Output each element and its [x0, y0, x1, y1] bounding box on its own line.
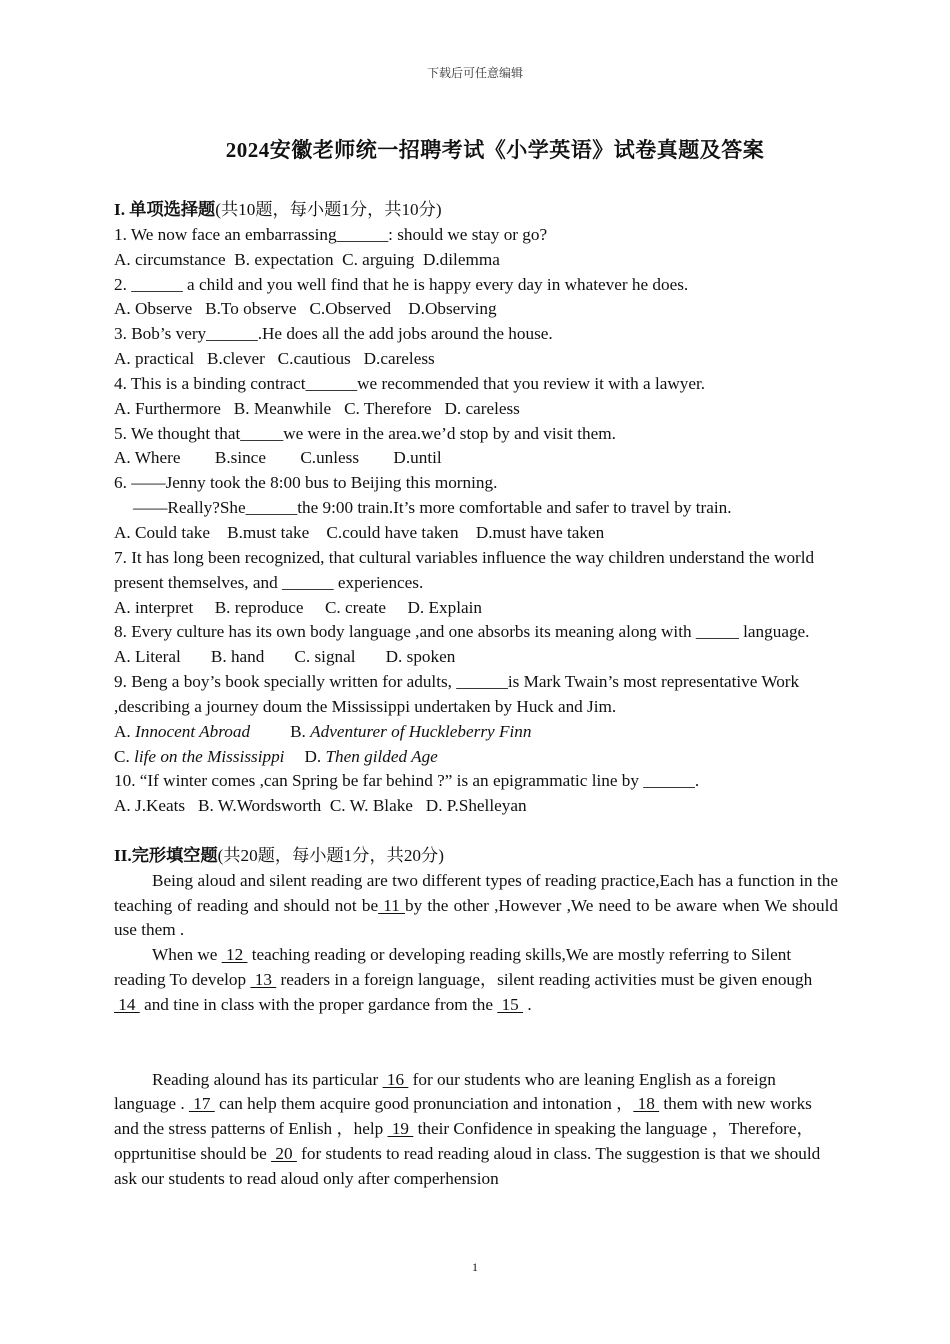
blank-20: 20	[271, 1144, 297, 1164]
q9-opt-a-letter: A.	[114, 721, 131, 741]
cloze-p3-text-a: Reading alound has its particular	[152, 1069, 383, 1089]
q9-opt-b-title: Adventurer of Huckleberry Finn	[310, 721, 532, 741]
q9-options-ab	[114, 720, 838, 745]
q8-stem: 8. Every culture has its own body language ,and one absorbs its meaning along with _____ language.	[114, 622, 810, 642]
cloze-p3-text-b: for our students who are leaning English as a foreign language .	[114, 1069, 781, 1114]
q3-stem: 3. Bob’s very______.He does all the add jobs around the house.	[114, 324, 553, 344]
q9-opt-c-title: life on the Mississippi	[134, 746, 285, 766]
q2-options: A. Observe B.To observe C.Observed D.Observing	[114, 299, 497, 319]
q4-stem: 4. This is a binding contract______we recommended that you review it with a lawyer.	[114, 373, 706, 393]
section2-meta: (共20题，每小题1分，共20分)	[217, 845, 444, 865]
section1-num: I.	[114, 200, 125, 219]
q9-opt-b-letter: B.	[290, 721, 306, 741]
q9-opt-d-letter: D.	[304, 746, 322, 766]
blank-16: 16	[382, 1069, 409, 1089]
cloze-paragraph-1	[114, 869, 838, 944]
q6-stem: 6. ——Jenny took the 8:00 bus to Beijing this morning.	[114, 473, 498, 493]
cloze-p2-text-c: readers in a foreign language，silent reading activities must be given enough	[276, 970, 817, 990]
q6-reply: ——Really?She______the 9:00 train.It’s more comfortable and safer to travel by train.	[133, 498, 732, 518]
q9-opt-c-letter: C.	[114, 746, 130, 766]
q4-options: A. Furthermore B. Meanwhile C. Therefore D. careless	[114, 398, 520, 418]
q1-stem: 1. We now face an embarrassing______: should we stay or go?	[114, 224, 548, 244]
q5-options: A. Where B.since C.unless D.until	[114, 448, 442, 468]
section2-heading	[114, 844, 838, 869]
cloze-p2-text-b: teaching reading or developing reading skills,We are mostly referring to Silent reading To develop	[114, 945, 796, 990]
header-note: 下载后可任意编辑	[426, 66, 523, 80]
q6-options: A. Could take B.must take C.could have taken D.must have taken	[114, 522, 605, 542]
blank-18: 18	[633, 1094, 660, 1114]
cloze-p2-text-a: When we	[152, 945, 222, 965]
cloze-paragraph-3	[114, 1068, 838, 1192]
cloze-p3-text-f: for students to read reading aloud in class. The suggestion is that we should ask our students to read aloud only after comperhension	[114, 1144, 825, 1188]
cloze-p3-text-e: their Confidence in speaking the language ，Therefore，opprtunitise should be	[114, 1119, 814, 1164]
blank-15: 15	[497, 995, 524, 1014]
q3-options: A. practical B.clever C.cautious D.careless	[114, 349, 435, 369]
cloze-p3-text-c: can help them acquire good pronunciation and intonation ，	[214, 1094, 634, 1114]
q2-stem: 2. ______ a child and you well find that he is happy every day in whatever he does.	[114, 274, 689, 294]
cloze-paragraph-2	[114, 943, 838, 1018]
page-number: 1	[472, 1260, 478, 1274]
q7-options: A. interpret B. reproduce C. create D. Explain	[114, 597, 482, 617]
q9-opt-a-title: Innocent Abroad	[135, 721, 251, 741]
cloze-p1-text-b: by the other ,However ,We need to be aware when We should use them .	[114, 895, 838, 940]
cloze-p2-text-d: and tine in class with the proper gardance from the	[139, 995, 498, 1014]
blank-12: 12	[221, 945, 248, 965]
q1-options: A. circumstance B. expectation C. arguing D.dilemma	[114, 249, 500, 269]
section1-meta: (共10题，每小题1分，共10分)	[215, 200, 442, 219]
q5-stem: 5. We thought that_____we were in the area.we’d stop by and visit them.	[114, 423, 616, 443]
page-title: 2024安徽老师统一招聘考试《小学英语》试卷真题及答案	[225, 138, 765, 162]
section2-name: 完形填空题	[131, 845, 218, 865]
blank-14: 14	[114, 995, 140, 1014]
q9-options-cd	[114, 745, 838, 770]
q7-stem: 7. It has long been recognized, that cultural variables influence the way children understand the world present themselves, and ______ experiences.	[114, 547, 815, 592]
blank-19: 19	[387, 1119, 414, 1139]
section2-num: II.	[114, 845, 132, 865]
cloze-p2-text-e: .	[523, 995, 532, 1014]
section1-heading	[114, 198, 838, 223]
blank-17: 17	[188, 1094, 215, 1114]
blank-11: 11	[378, 895, 406, 915]
q9-stem: 9. Beng a boy’s book specially written for adults, ______is Mark Twain’s most representative Work ,describing a journey doum the Mississippi undertaken by Huck and Jim.	[114, 672, 800, 716]
cloze-p1-text-a: Being aloud and silent reading are two different types of reading practice,Each has a function in the teaching of reading and should not be	[114, 870, 838, 915]
q8-options: A. Literal B. hand C. signal D. spoken	[114, 647, 456, 667]
document-body	[114, 198, 838, 1192]
cloze-p3-text-d: them with new works and the stress patterns of Enlish ，help	[114, 1094, 817, 1139]
section1-name: 单项选择题	[129, 200, 216, 219]
q9-opt-d-title: Then gilded Age	[325, 746, 438, 766]
blank-13: 13	[250, 970, 277, 990]
q10-stem: 10. “If winter comes ,can Spring be far behind ?” is an epigrammatic line by ______.	[114, 771, 700, 791]
q10-options: A. J.Keats B. W.Wordsworth C. W. Blake D. P.Shelleyan	[114, 796, 527, 816]
